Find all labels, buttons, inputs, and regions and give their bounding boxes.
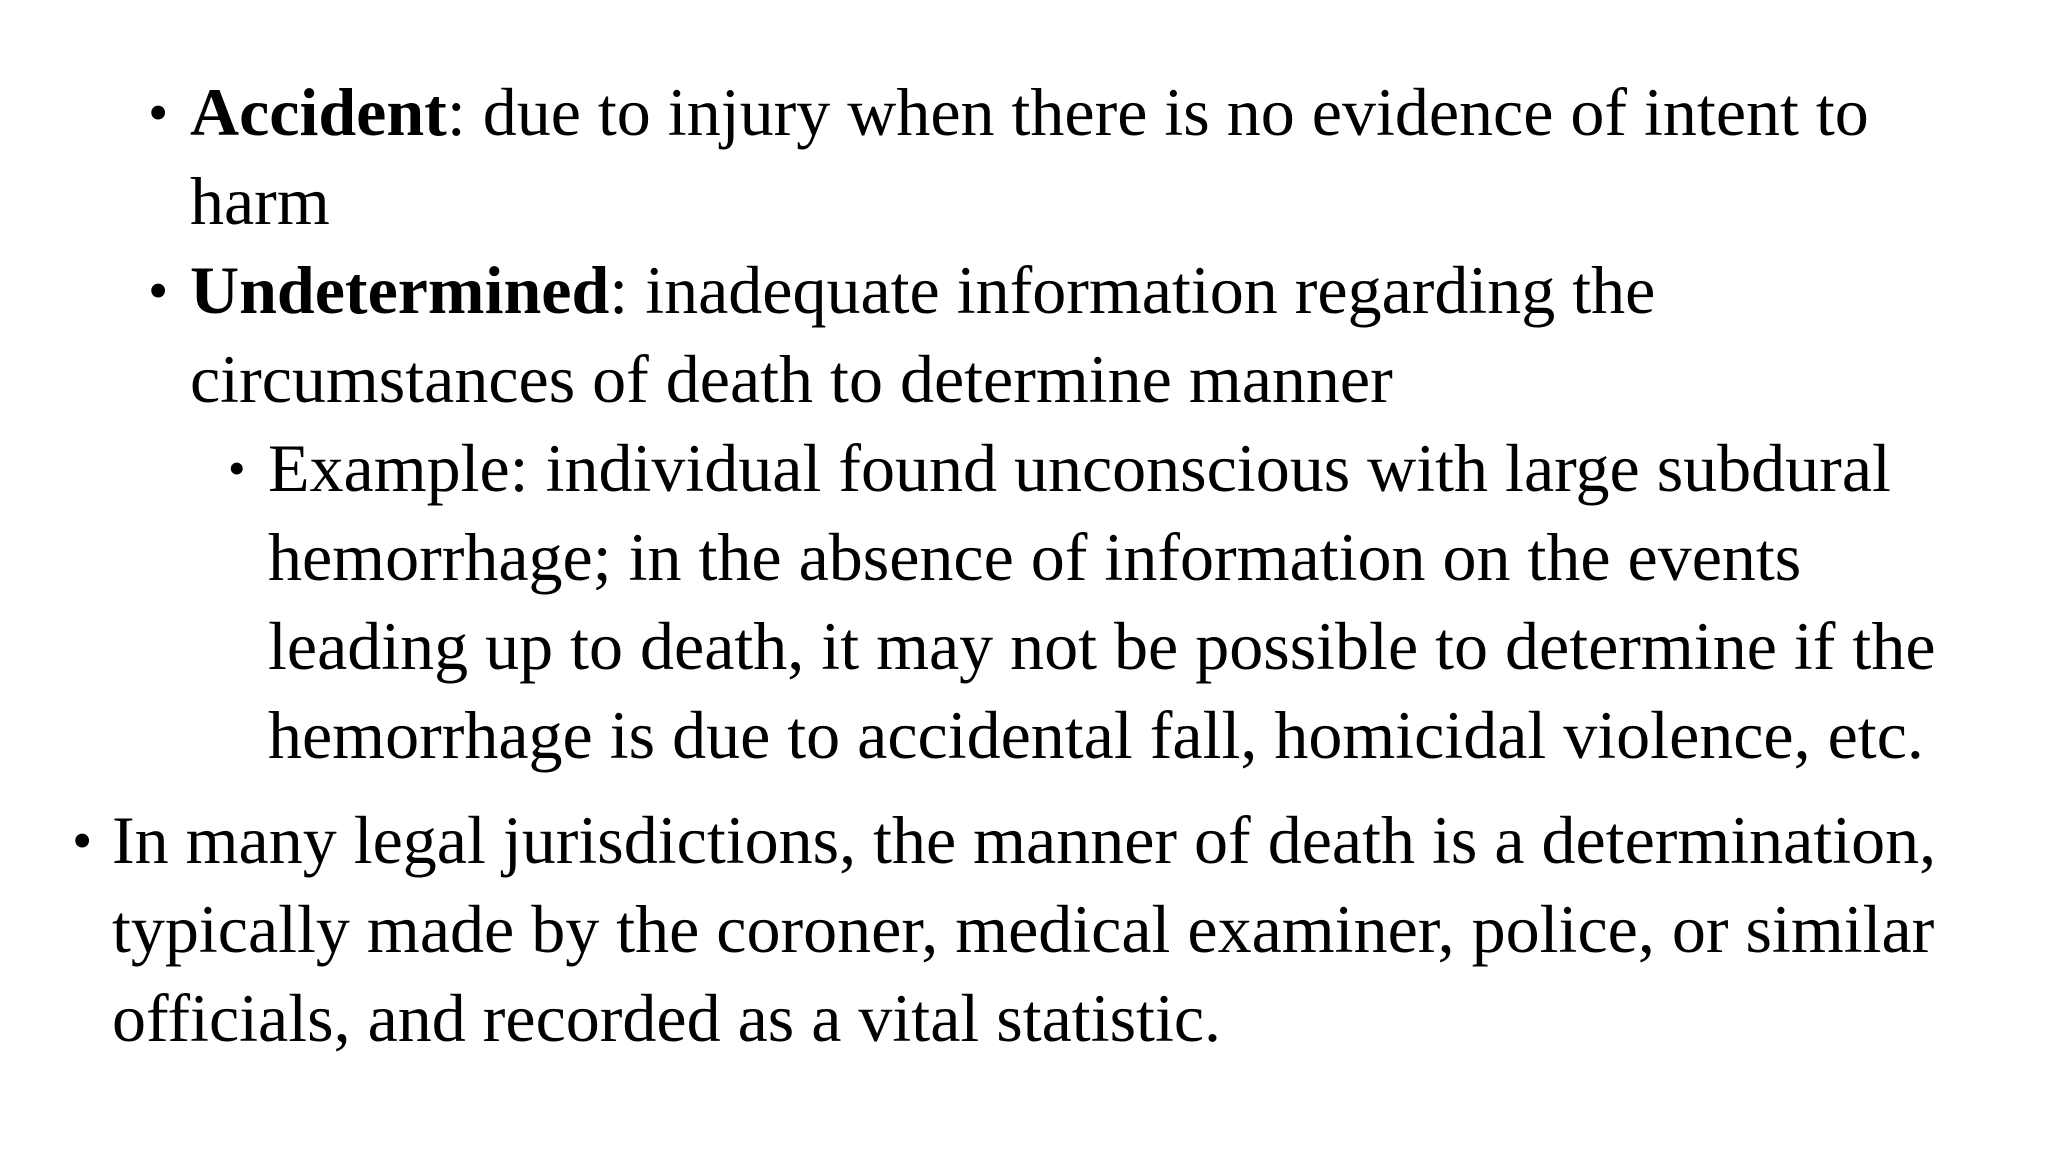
definition-undetermined: : inadequate information regarding the circumstances of death to determine manner bbox=[190, 252, 1656, 417]
bullet-icon: • bbox=[148, 258, 169, 323]
bullet-item-example bbox=[228, 424, 1988, 780]
bullet-icon: • bbox=[72, 808, 93, 873]
bullet-item-jurisdictions bbox=[72, 796, 1992, 1063]
example-text: Example: individual found unconscious with large subdural hemorrhage; in the absence of information on the events leading up to death, it may not be possible to determine if the hemorrhage is due to accidental fall, homicidal violence, etc. bbox=[268, 430, 1936, 773]
bullet-icon: • bbox=[228, 440, 246, 496]
term-undetermined: Undetermined bbox=[190, 252, 610, 328]
bullet-item-undetermined bbox=[148, 246, 1990, 424]
definition-accident: : due to injury when there is no evidence of intent to harm bbox=[190, 74, 1869, 239]
bullet-item-accident bbox=[148, 68, 1990, 246]
bullet-icon: • bbox=[148, 80, 169, 145]
term-accident: Accident bbox=[190, 74, 447, 150]
jurisdictions-text: In many legal jurisdictions, the manner of death is a determination, typically made by the coroner, medical examiner, police, or similar officials, and recorded as a vital statistic. bbox=[112, 802, 1937, 1056]
